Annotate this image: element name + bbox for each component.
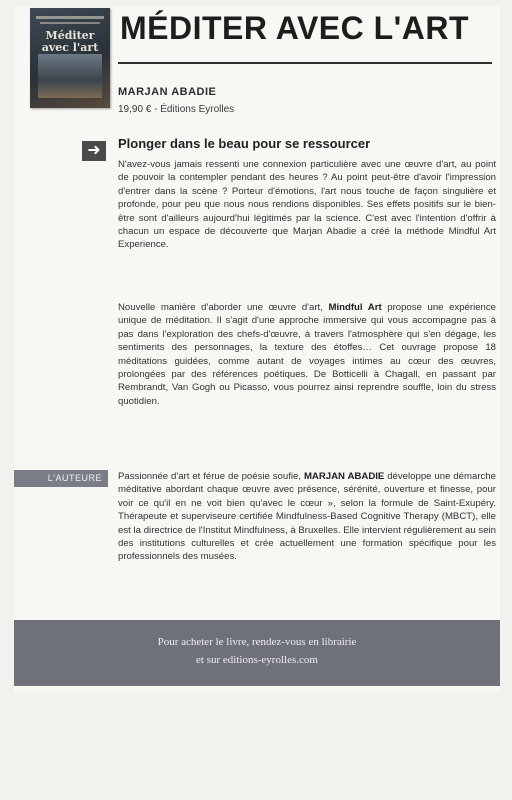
paragraph-text: développe une démarche méditative abordant chaque œuvre avec présence, sérénité, ouverture et finesse, pour voir ce qu'il en ne voit bien qu'avec le cœur », selon la formule de Saint-Exupéry. Thérapeute et superviseure certifiée Mindfulness-Based Cognitive Therapy (MBCT), elle est la directrice de l'Institut Mindfulness, à Bruxelles. Elle intervient régulièrement au sein des institutions culturelles et crée actuellement une formation spécifique pour les professionnels des musées. <box>118 471 496 563</box>
purchase-footer <box>14 620 500 686</box>
book-title: MÉDITER AVEC L'ART <box>120 10 470 46</box>
cover-artwork <box>38 54 102 98</box>
book-cover-image <box>30 8 110 108</box>
cover-decoration <box>36 16 104 19</box>
author-name-inline: MARJAN ABADIE <box>303 471 385 482</box>
section-subtitle: Plonger dans le beau pour se ressourcer <box>118 136 371 151</box>
description-paragraph-2 <box>118 301 496 408</box>
author-name: MARJAN ABADIE <box>118 86 217 98</box>
footer-line-1: Pour acheter le livre, rendez-vous en librairie <box>157 636 357 648</box>
method-name: Mindful Art <box>328 302 382 313</box>
footer-link-text[interactable]: et sur editions-eyrolles.com <box>196 654 318 666</box>
author-bio-paragraph <box>118 470 496 564</box>
paragraph-text: propose une expérience unique de méditation. Il s'agit d'une approche immersive qui vous accompagne pas à pas dans l'exploration des chefs-d'œuvre, à travers l'atmosphère qui s'en dégage, les sentiments des personnages, la texture des étoffes… Cet ouvrage propose 18 méditations guidées, comme autant de voyages intimes au cœur des œuvres, prolongées par des références poétiques. De Botticelli à Chagall, en passant par Rembrandt, Van Gogh ou Picasso, vous pourrez ainsi reprendre souffle, loin du stress quotidien. <box>118 302 497 407</box>
cover-decoration <box>40 22 100 24</box>
arrow-icon: ➜ <box>82 141 106 161</box>
paragraph-text: Nouvelle manière d'aborder une œuvre d'art, <box>118 302 329 313</box>
author-section-label: L'AUTEURE <box>14 470 108 487</box>
paragraph-text: Passionnée d'art et férue de poésie soufie, <box>118 471 304 482</box>
title-divider <box>118 62 492 64</box>
description-paragraph-1: N'avez-vous jamais ressenti une connexion particulière avec une œuvre d'art, au point de pouvoir la contempler pendant des heures ? Au point peut-être d'avoir l'impression d'entrer dans la scène ? Porteur d'émotions, l'art nous touche de façon singulière et profonde, pour peu que nous nous rendions disponibles. Ses effets positifs sur le bien-être sont d'ailleurs aujourd'hui légitimés par la science. C'est avec l'intention d'offrir à chacun un espace de découverte que Marjan Abadie a créé la méthode Mindful Art Experience. <box>118 159 496 251</box>
cover-title: Méditer avec l'art <box>41 29 99 54</box>
price-publisher: 19,90 € - Éditions Eyrolles <box>118 104 235 115</box>
